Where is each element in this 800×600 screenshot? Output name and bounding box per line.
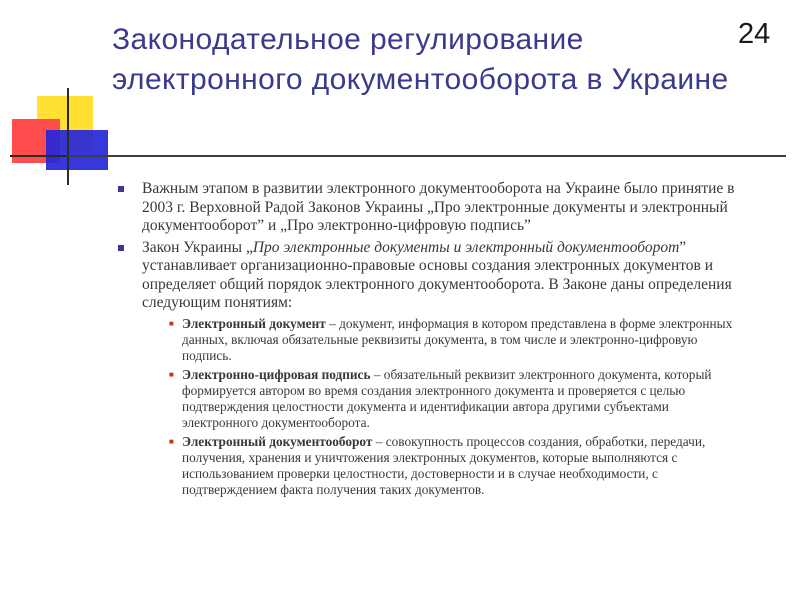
law-title-italic: Про электронные документы и электронный документооборот [252,238,680,256]
slide-content [118,180,748,501]
decorative-squares-graphic [0,0,120,190]
bullet-text: Важным этапом в развитии электронного документооборота на Украине было принятие в 2003 г. Верховной Радой Законов Украины „Про электронные документы и электронный документооборот” и „Про электронно-цифровую подпись” [142,180,735,234]
definition-text: – обязательный реквизит электронного документа, который формируется автором во время создания электронного документа и проверяется с целью подтверждения целостности документа и идентификации автора другими субъектами электронного документооборота. [182,366,712,430]
definition-term: Электронный документооборот [182,433,373,449]
small-square-bullet-icon: ■ [169,436,174,446]
definition-term: Электронный документ [182,315,326,331]
bullet-text-after: ” устанавливает организационно-правовые основы создания электронных документов и определяет общий порядок электронного документооборота. В Законе даны определения следующим понятиям: [142,238,732,311]
square-bullet-icon [118,245,124,251]
square-bullet-icon [118,186,124,192]
bullet-item-law [118,239,748,498]
small-square-bullet-icon: ■ [169,318,174,328]
definitions-list [142,316,748,498]
bullet-text-before: Закон Украины „ [142,238,253,256]
title-divider [68,155,786,157]
slide-number: 24 [738,18,771,50]
definition-text: – совокупность процессов создания, обработки, передачи, получения, хранения и уничтожения электронных документов, которые выполняются с использованием проверки целостности, достоверности и в случае необходимости, с подтверждением факта получения таких документов. [182,433,706,497]
definition-item [142,434,748,498]
definition-item [142,316,748,364]
bullet-item-adoption [118,180,748,236]
definition-term: Электронно-цифровая подпись [182,366,371,382]
definition-item [142,367,748,431]
definition-text: – документ, информация в котором представлена в форме электронных данных, включая обязательные реквизиты документа, в том числе и электронно-цифровую подпись. [182,315,733,363]
deco-blue-square [46,130,108,170]
slide-title: Законодательное регулирование электронного документооборота в Украине [112,23,729,96]
small-square-bullet-icon: ■ [169,369,174,379]
